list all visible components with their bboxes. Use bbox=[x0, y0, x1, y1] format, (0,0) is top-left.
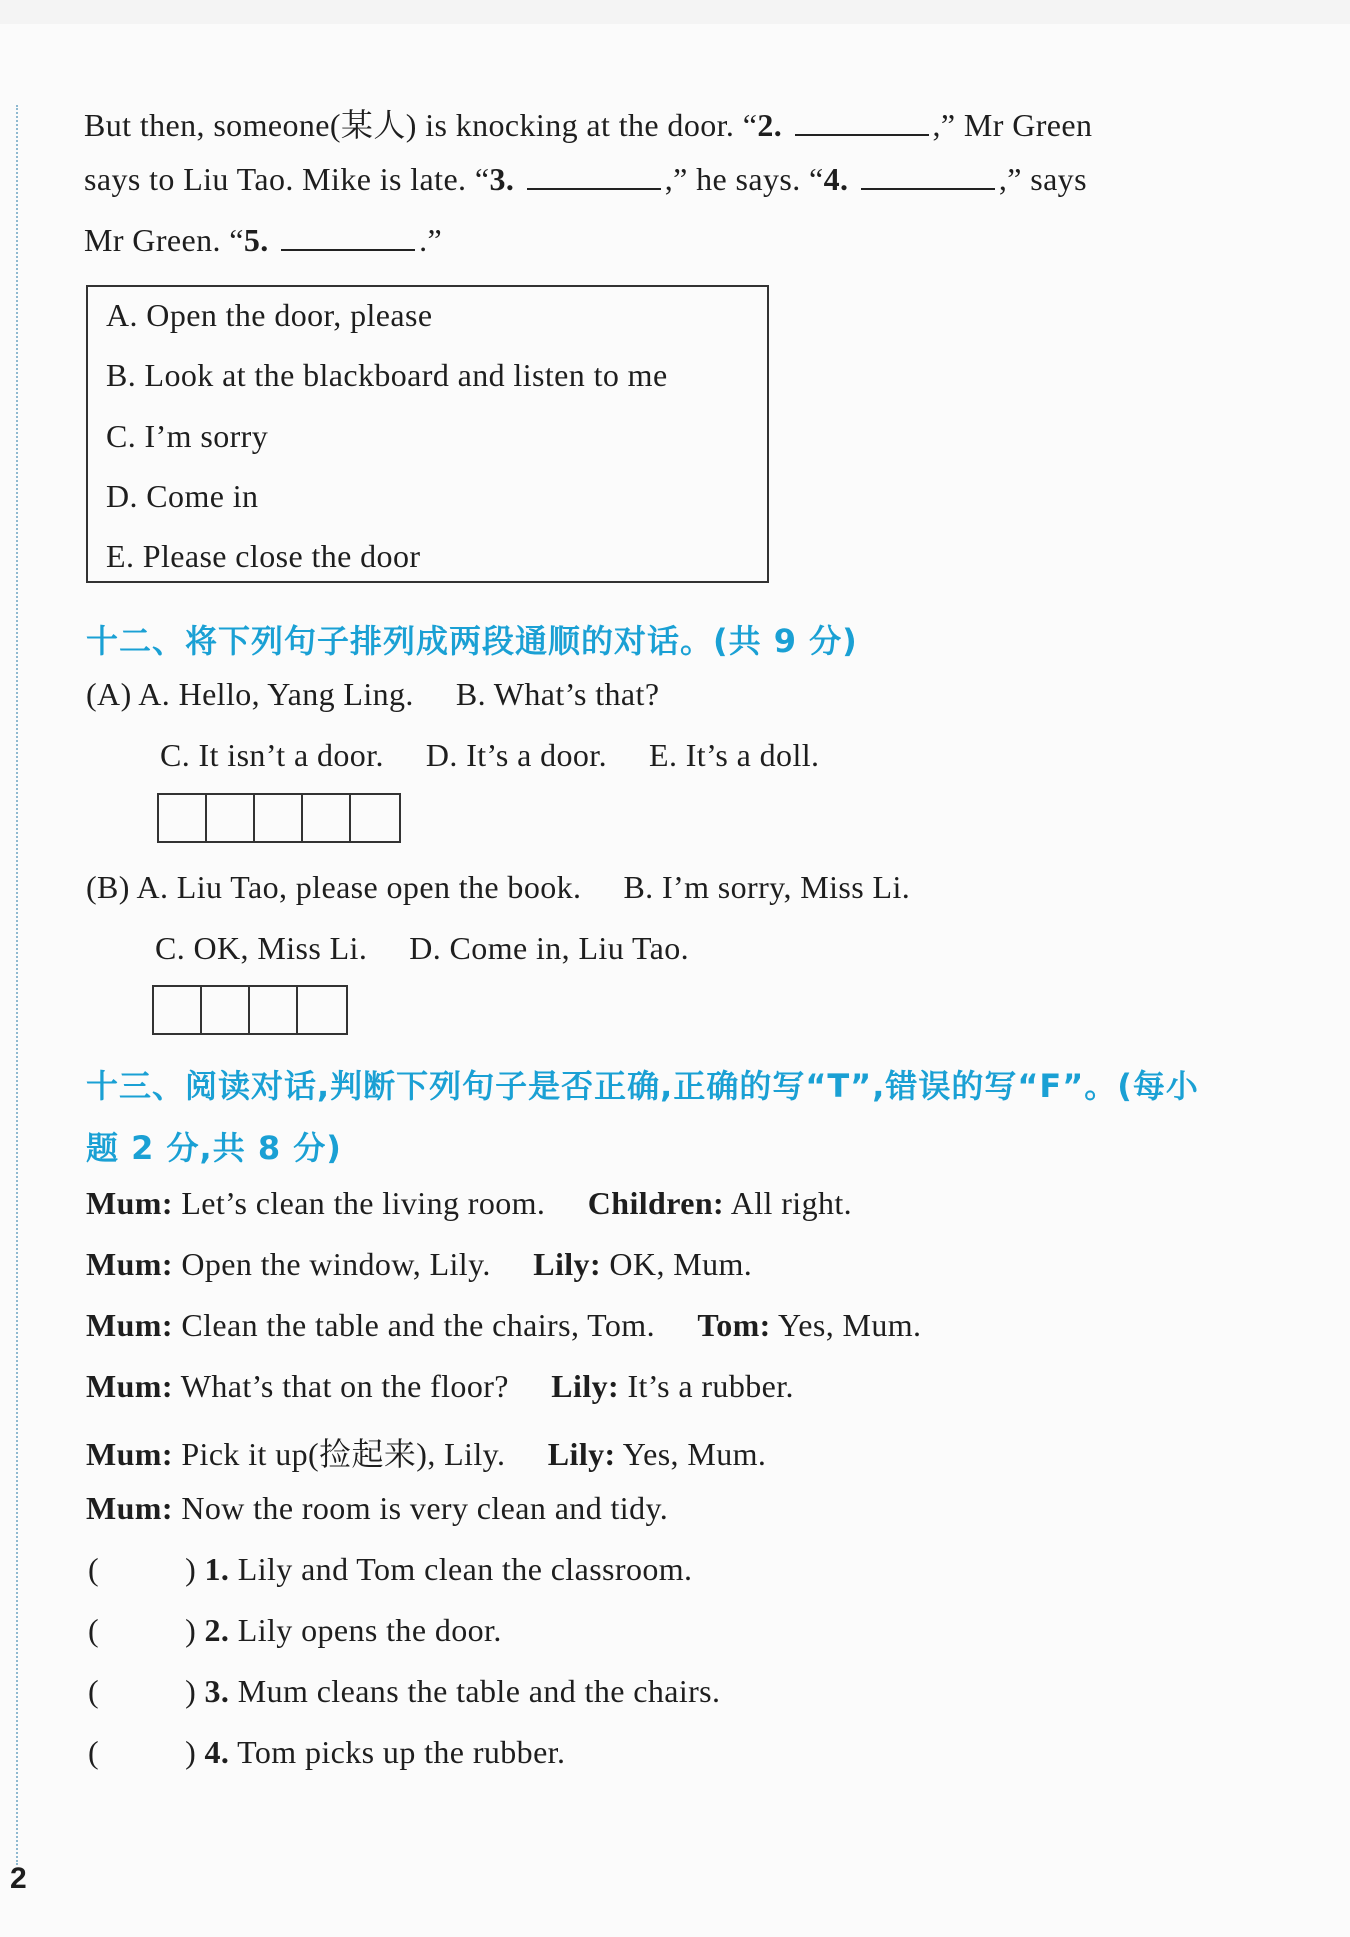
page-number: 2 bbox=[10, 1862, 27, 1895]
dialogue-line-2: Mum: Open the window, Lily. Lily: OK, Mum. bbox=[86, 1246, 753, 1282]
speaker: Mum: bbox=[86, 1185, 173, 1221]
story-line-1: But then, someone(某人) is knocking at the door. “2. ,” Mr Green bbox=[84, 107, 1093, 143]
option-c: C. I’m sorry bbox=[106, 418, 269, 454]
section-13-heading-cont: 题 2 分,共 8 分) bbox=[86, 1129, 342, 1167]
answer-blank-2[interactable] bbox=[795, 108, 929, 136]
question-3: ( ) 3. Mum cleans the table and the chairs. bbox=[88, 1673, 721, 1709]
speaker: Mum: bbox=[86, 1490, 173, 1526]
dialogue-line-5: Mum: Pick it up(捡起来), Lily. Lily: Yes, Mum. bbox=[86, 1436, 767, 1472]
section-12-heading: 十二、将下列句子排列成两段通顺的对话。(共 9 分) bbox=[86, 622, 858, 660]
dialogue-line-4: Mum: What’s that on the floor? Lily: It’s a rubber. bbox=[86, 1368, 794, 1404]
dialogue-line-3: Mum: Clean the table and the chairs, Tom. Tom: Yes, Mum. bbox=[86, 1307, 922, 1343]
dialogue-b-label: (B) bbox=[86, 869, 130, 905]
dialogue-line-1: Mum: Let’s clean the living room. Children: All right. bbox=[86, 1185, 853, 1221]
dialogue-b-row-2: C. OK, Miss Li. D. Come in, Liu Tao. bbox=[155, 930, 690, 966]
answer-boxes-a[interactable] bbox=[157, 793, 401, 843]
story-line-2: says to Liu Tao. Mike is late. “3. ,” he says. “4. ,” says bbox=[84, 161, 1087, 197]
binding-line bbox=[16, 105, 18, 1865]
option-b: B. Look at the blackboard and listen to me bbox=[106, 357, 668, 393]
option-a: A. Open the door, please bbox=[106, 297, 433, 333]
dialogue-a-row-2: C. It isn’t a door. D. It’s a door. E. It’s a doll. bbox=[160, 737, 820, 773]
dialogue-a-label: (A) bbox=[86, 676, 132, 712]
answer-box[interactable] bbox=[255, 795, 303, 841]
speaker: Mum: bbox=[86, 1436, 173, 1472]
speaker: Children: bbox=[587, 1185, 725, 1221]
question-2: ( ) 2. Lily opens the door. bbox=[88, 1612, 502, 1648]
answer-box[interactable] bbox=[154, 987, 202, 1033]
answer-box[interactable] bbox=[351, 795, 399, 841]
options-box bbox=[86, 285, 769, 583]
speaker: Mum: bbox=[86, 1368, 173, 1404]
answer-boxes-b[interactable] bbox=[152, 985, 348, 1035]
option-e: E. Please close the door bbox=[106, 538, 421, 574]
speaker: Mum: bbox=[86, 1307, 173, 1343]
answer-blank-4[interactable] bbox=[861, 162, 995, 190]
question-4: ( ) 4. Tom picks up the rubber. bbox=[88, 1734, 566, 1770]
speaker: Lily: bbox=[533, 1246, 602, 1282]
answer-box[interactable] bbox=[250, 987, 298, 1033]
answer-box[interactable] bbox=[298, 987, 346, 1033]
dialogue-a-row-1: (A) A. Hello, Yang Ling. B. What’s that? bbox=[86, 676, 660, 712]
answer-blank-3[interactable] bbox=[527, 162, 661, 190]
section-13-heading: 十三、阅读对话,判断下列句子是否正确,正确的写“T”,错误的写“F”。(每小 bbox=[86, 1067, 1199, 1105]
question-1: ( ) 1. Lily and Tom clean the classroom. bbox=[88, 1551, 693, 1587]
answer-blank-5[interactable] bbox=[281, 223, 415, 251]
answer-box[interactable] bbox=[202, 987, 250, 1033]
answer-box[interactable] bbox=[159, 795, 207, 841]
speaker: Mum: bbox=[86, 1246, 173, 1282]
dialogue-line-6: Mum: Now the room is very clean and tidy. bbox=[86, 1490, 669, 1526]
page-top-edge bbox=[0, 0, 1350, 24]
speaker: Tom: bbox=[697, 1307, 771, 1343]
dialogue-b-row-1: (B) A. Liu Tao, please open the book. B. I’m sorry, Miss Li. bbox=[86, 869, 911, 905]
option-d: D. Come in bbox=[106, 478, 259, 514]
speaker: Lily: bbox=[547, 1436, 616, 1472]
story-line-3: Mr Green. “5. .” bbox=[84, 222, 443, 258]
answer-box[interactable] bbox=[303, 795, 351, 841]
speaker: Lily: bbox=[551, 1368, 620, 1404]
answer-box[interactable] bbox=[207, 795, 255, 841]
